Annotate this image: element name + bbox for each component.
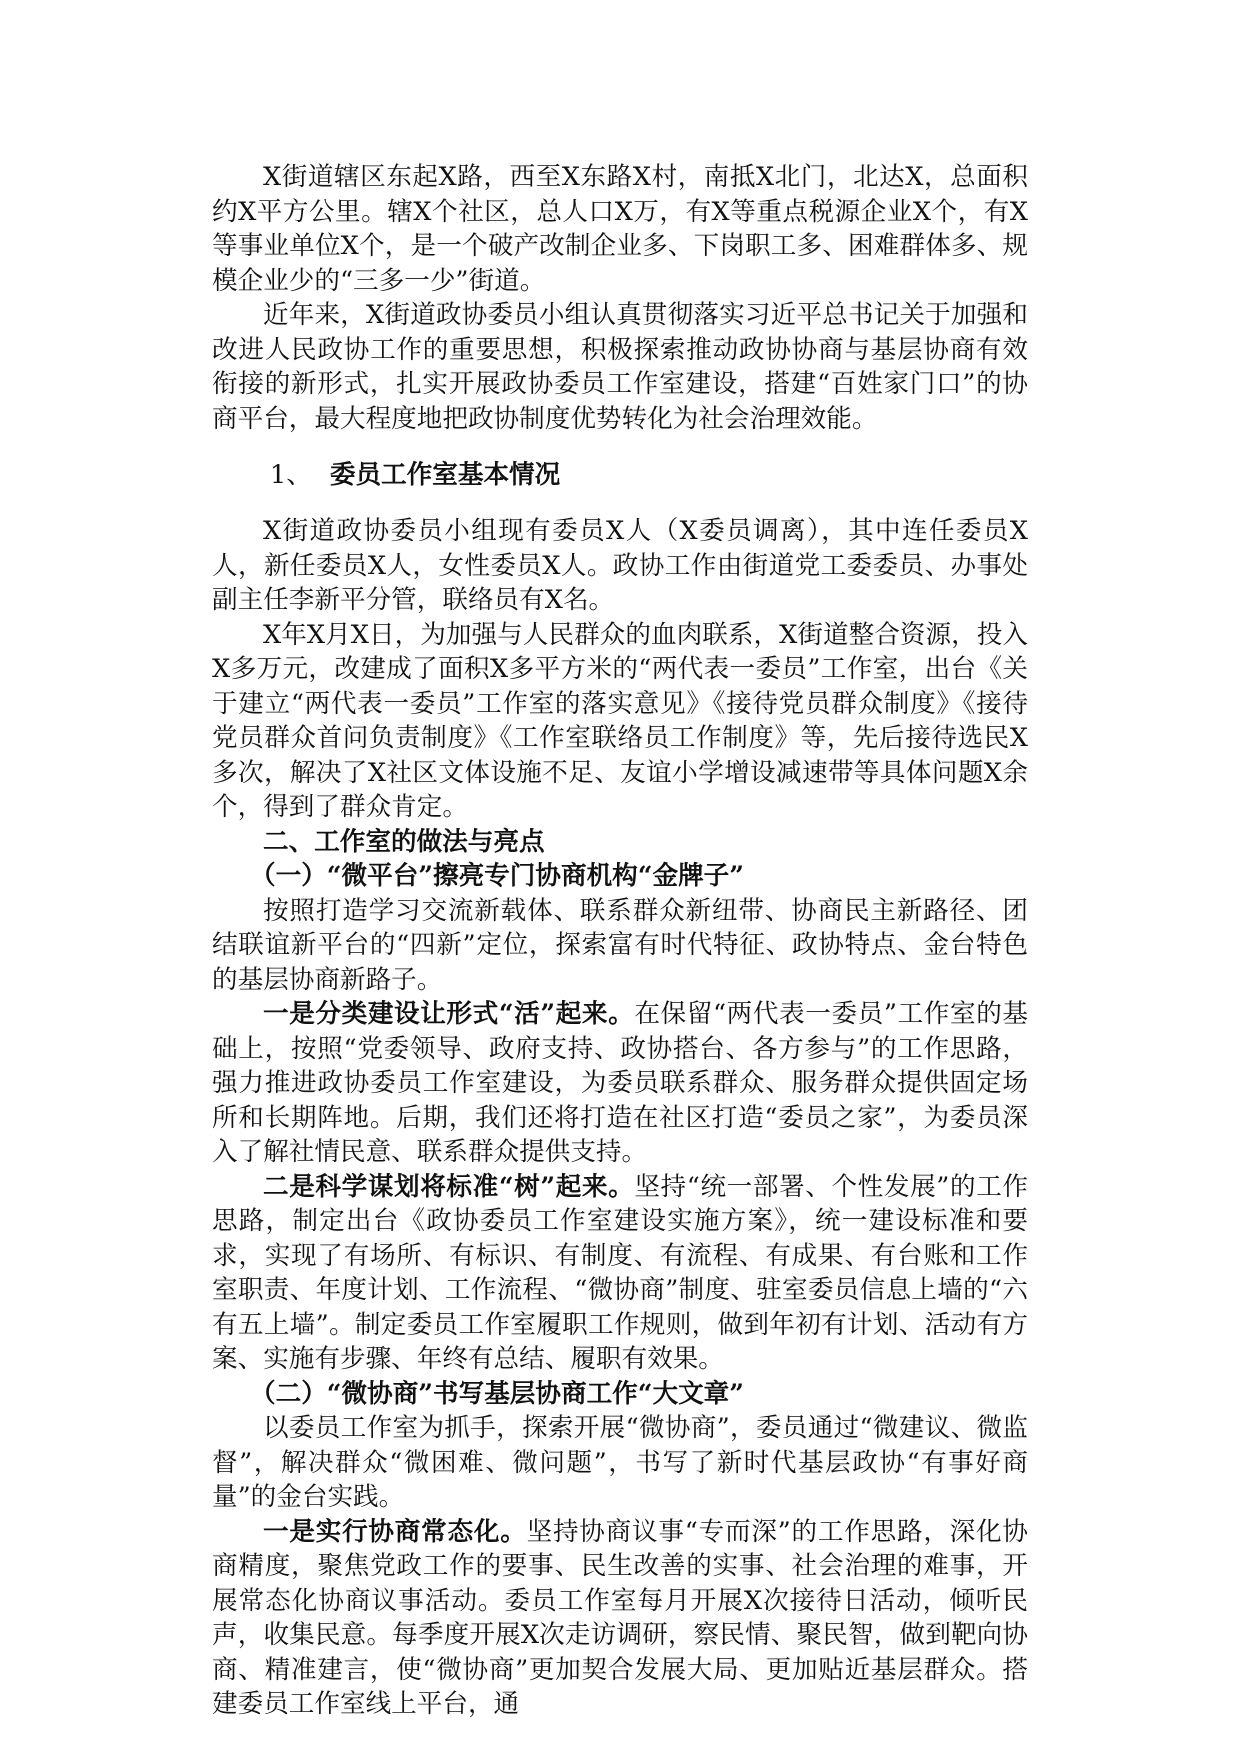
- paragraph-studio-setup: X年X月X日，为加强与人民群众的血肉联系，X街道整合资源，投入X多万元，改建成了面积X多平方米的“两代表一委员”工作室，出台《关于建立“两代表一委员”工作室的落实意见》《接待党员群众制度》《接待党员群众首问负责制度》《工作室联络员工作制度》等，先后接待选民X多次，解决了X社区文体设施不足、友谊小学增设减速带等具体问题X余个，得到了群众肯定。: [212, 619, 1028, 822]
- paragraph-lead: 一是实行协商常态化。: [263, 1516, 527, 1547]
- subsection-heading-micro-platform: （一）“微平台”擦亮专门协商机构“金牌子”: [250, 861, 744, 891]
- paragraph-body: 坚持协商议事“专而深”的工作思路，深化协商精度，聚焦党政工作的要事、民生改善的实事、社会治理的难事，开展常态化协商议事活动。委员工作室每月开展X次接待日活动，倾听民声，收集民意。每季度开展X次走访调研，察民情、聚民智，做到靶向协商、精准建言，使“微协商”更加契合发展大局、更加贴近基层群众。搭建委员工作室线上平台，通: [212, 1516, 1028, 1719]
- paragraph-body: 坚持“统一部署、个性发展”的工作思路，制定出台《政协委员工作室建设实施方案》，统一建设标准和要求，实现了有场所、有标识、有制度、有流程、有成果、有台账和工作室职责、年度计划、工作流程、“微协商”制度、驻室委员信息上墙的“六有五上墙”。制定委员工作室履职工作规则，做到年初有计划、活动有方案、实施有步骤、年终有总结、履职有效果。: [212, 1171, 1028, 1374]
- section-title: 委员工作室基本情况: [329, 460, 561, 490]
- paragraph-lead: 二是科学谋划将标准“树”起来。: [263, 1171, 635, 1202]
- spacer: [212, 436, 1028, 455]
- paragraph-regular-consultation: [212, 1515, 1028, 1722]
- paragraph-scientific-planning: [212, 1170, 1028, 1377]
- spacer: [212, 495, 1028, 514]
- paragraph-four-new-positioning: 按照打造学习交流新载体、联系群众新纽带、协商民主新路径、团结联谊新平台的“四新”定位，探索富有时代特征、政协特点、金台特色的基层协商新路子。: [212, 895, 1028, 995]
- paragraph-body: 在保留“两代表一委员”工作室的基础上，按照“党委领导、政府支持、政协搭台、各方参与”的工作思路，强力推进政协委员工作室建设，为委员联系群众、服务群众提供固定场所和长期阵地。后期，我们还将打造在社区打造“委员之家”，为委员深入了解社情民意、联系群众提供支持。: [212, 999, 1028, 1167]
- paragraph-introduction: 近年来，X街道政协委员小组认真贯彻落实习近平总书记关于加强和改进人民政协工作的重要思想，积极探索推动政协协商与基层协商有效衔接的新形式，扎实开展政协委员工作室建设，搭建“百姓家门口”的协商平台，最大程度地把政协制度优势转化为社会治理效能。: [212, 300, 1028, 434]
- section-heading-basic-info: [212, 455, 1028, 495]
- paragraph-micro-consultation-intro: 以委员工作室为抓手，探索开展“微协商”，委员通过“微建议、微监督”，解决群众“微困难、微问题”，书写了新时代基层政协“有事好商量”的金台实践。: [212, 1413, 1028, 1512]
- document-page: [212, 160, 1028, 1722]
- subsection-heading-micro-consultation: （二）“微协商”书写基层协商工作“大文章”: [250, 1378, 744, 1409]
- paragraph-members: X街道政协委员小组现有委员X人（X委员调离），其中连任委员X人，新任委员X人，女性委员X人。政协工作由街道党工委委员、办事处副主任李新平分管，联络员有X名。: [212, 516, 1028, 615]
- section-heading-practices: 二、工作室的做法与亮点: [263, 826, 545, 857]
- paragraph-lead: 一是分类建设让形式“活”起来。: [263, 999, 635, 1029]
- section-number: 1、: [270, 460, 312, 490]
- paragraph-district-overview: X街道辖区东起X路，西至X东路X村，南抵X北门，北达X，总面积约X平方公里。辖X个社区，总人口X万，有X等重点税源企业X个，有X等事业单位X个，是一个破产改制企业多、下岗职工多、困难群体多、规模企业少的“三多一少”街道。: [212, 162, 1028, 296]
- paragraph-classified-construction: [212, 997, 1028, 1170]
